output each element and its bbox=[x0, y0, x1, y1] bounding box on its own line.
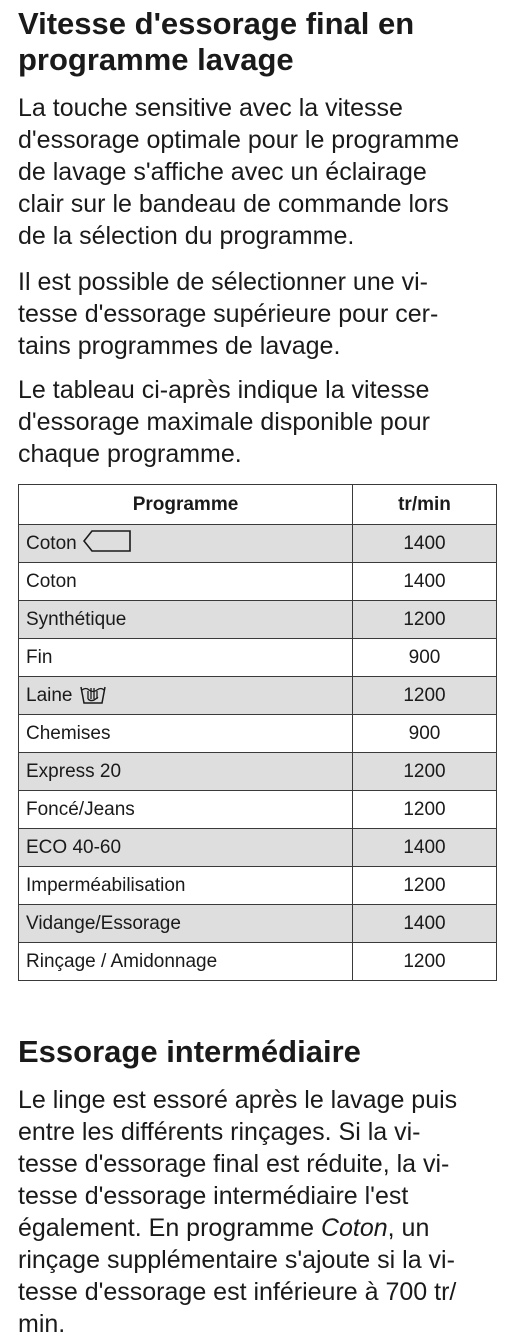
text-line: tesse d'essorage intermédiaire l'est bbox=[18, 1182, 409, 1210]
title-line: Vitesse d'essorage final en bbox=[18, 6, 415, 41]
text-run: , un bbox=[387, 1214, 430, 1242]
rpm-cell: 1200 bbox=[353, 677, 497, 715]
table-row bbox=[19, 829, 497, 867]
rpm-cell: 1200 bbox=[353, 791, 497, 829]
rpm-cell: 1400 bbox=[353, 905, 497, 943]
text-line: tains programmes de lavage. bbox=[18, 332, 341, 360]
programme-cell bbox=[19, 905, 353, 943]
table-header-row bbox=[19, 485, 497, 525]
programme-cell bbox=[19, 677, 353, 715]
rpm-cell: 1400 bbox=[353, 525, 497, 563]
rpm-cell: 1400 bbox=[353, 829, 497, 867]
wool-hand-wash-icon bbox=[79, 681, 107, 711]
programme-label: Synthétique bbox=[26, 608, 127, 630]
programme-cell bbox=[19, 791, 353, 829]
programme-cell bbox=[19, 601, 353, 639]
programme-cell bbox=[19, 639, 353, 677]
programme-label: Vidange/Essorage bbox=[26, 912, 181, 934]
programme-label: ECO 40-60 bbox=[26, 836, 122, 858]
text-line: d'essorage optimale pour le programme bbox=[18, 126, 460, 154]
paragraph-optimal-speed bbox=[18, 92, 498, 252]
programme-label: Express 20 bbox=[26, 760, 122, 782]
text-line: Il est possible de sélectionner une vi- bbox=[18, 268, 428, 296]
programme-cell bbox=[19, 525, 353, 563]
section-title-intermediate-spin: Essorage intermédiaire bbox=[18, 1034, 361, 1069]
programme-label: Coton bbox=[26, 532, 77, 554]
programme-label: Rinçage / Amidonnage bbox=[26, 950, 218, 972]
table-row bbox=[19, 563, 497, 601]
text-line: min. bbox=[18, 1310, 66, 1338]
table-row bbox=[19, 715, 497, 753]
text-line: rinçage supplémentaire s'ajoute si la vi- bbox=[18, 1246, 455, 1274]
text-line: Le linge est essoré après le lavage puis bbox=[18, 1086, 458, 1114]
text-line: tesse d'essorage final est réduite, la vi- bbox=[18, 1150, 450, 1178]
paragraph-intermediate-spin bbox=[18, 1084, 498, 1340]
text-line: de la sélection du programme. bbox=[18, 222, 355, 250]
text-line: de lavage s'affiche avec un éclairage bbox=[18, 158, 427, 186]
text-line: tesse d'essorage est inférieure à 700 tr/ bbox=[18, 1278, 457, 1306]
programme-label: Imperméabilisation bbox=[26, 874, 186, 896]
table-row bbox=[19, 867, 497, 905]
programme-cell bbox=[19, 563, 353, 601]
programme-label: Coton bbox=[26, 570, 77, 592]
table-row bbox=[19, 791, 497, 829]
text-line: tesse d'essorage supérieure pour cer- bbox=[18, 300, 439, 328]
text-line: clair sur le bandeau de commande lors bbox=[18, 190, 449, 218]
paragraph-table-intro bbox=[18, 374, 498, 470]
rpm-cell: 1400 bbox=[353, 563, 497, 601]
column-header-rpm: tr/min bbox=[353, 485, 497, 525]
programme-name-coton: Coton bbox=[320, 1214, 388, 1242]
column-header-programme: Programme bbox=[19, 485, 353, 525]
rpm-cell: 1200 bbox=[353, 753, 497, 791]
cotton-long-bar-icon bbox=[83, 530, 131, 558]
rpm-cell: 900 bbox=[353, 639, 497, 677]
text-line: Le tableau ci-après indique la vitesse bbox=[18, 376, 430, 404]
section-title-final-spin bbox=[18, 6, 498, 78]
rpm-cell: 900 bbox=[353, 715, 497, 753]
table-row bbox=[19, 943, 497, 981]
programme-cell bbox=[19, 753, 353, 791]
rpm-cell: 1200 bbox=[353, 943, 497, 981]
table-row bbox=[19, 525, 497, 563]
rpm-cell: 1200 bbox=[353, 867, 497, 905]
table-row bbox=[19, 753, 497, 791]
text-line: chaque programme. bbox=[18, 440, 242, 468]
programme-label: Fin bbox=[26, 646, 53, 668]
table-row bbox=[19, 677, 497, 715]
programme-label: Chemises bbox=[26, 722, 111, 744]
table-row bbox=[19, 905, 497, 943]
spin-speed-table bbox=[18, 484, 497, 981]
title-line: programme lavage bbox=[18, 42, 294, 77]
programme-cell bbox=[19, 867, 353, 905]
table-row bbox=[19, 601, 497, 639]
programme-label: Foncé/Jeans bbox=[26, 798, 135, 820]
rpm-cell: 1200 bbox=[353, 601, 497, 639]
text-line: entre les différents rinçages. Si la vi- bbox=[18, 1118, 421, 1146]
text-line bbox=[18, 1212, 498, 1244]
table-row bbox=[19, 639, 497, 677]
text-line: La touche sensitive avec la vitesse bbox=[18, 94, 403, 122]
text-run: également. En programme bbox=[18, 1214, 321, 1242]
programme-label: Laine bbox=[26, 684, 73, 706]
programme-cell bbox=[19, 829, 353, 867]
text-line: d'essorage maximale disponible pour bbox=[18, 408, 430, 436]
programme-cell bbox=[19, 943, 353, 981]
programme-cell bbox=[19, 715, 353, 753]
paragraph-higher-speed bbox=[18, 266, 498, 362]
